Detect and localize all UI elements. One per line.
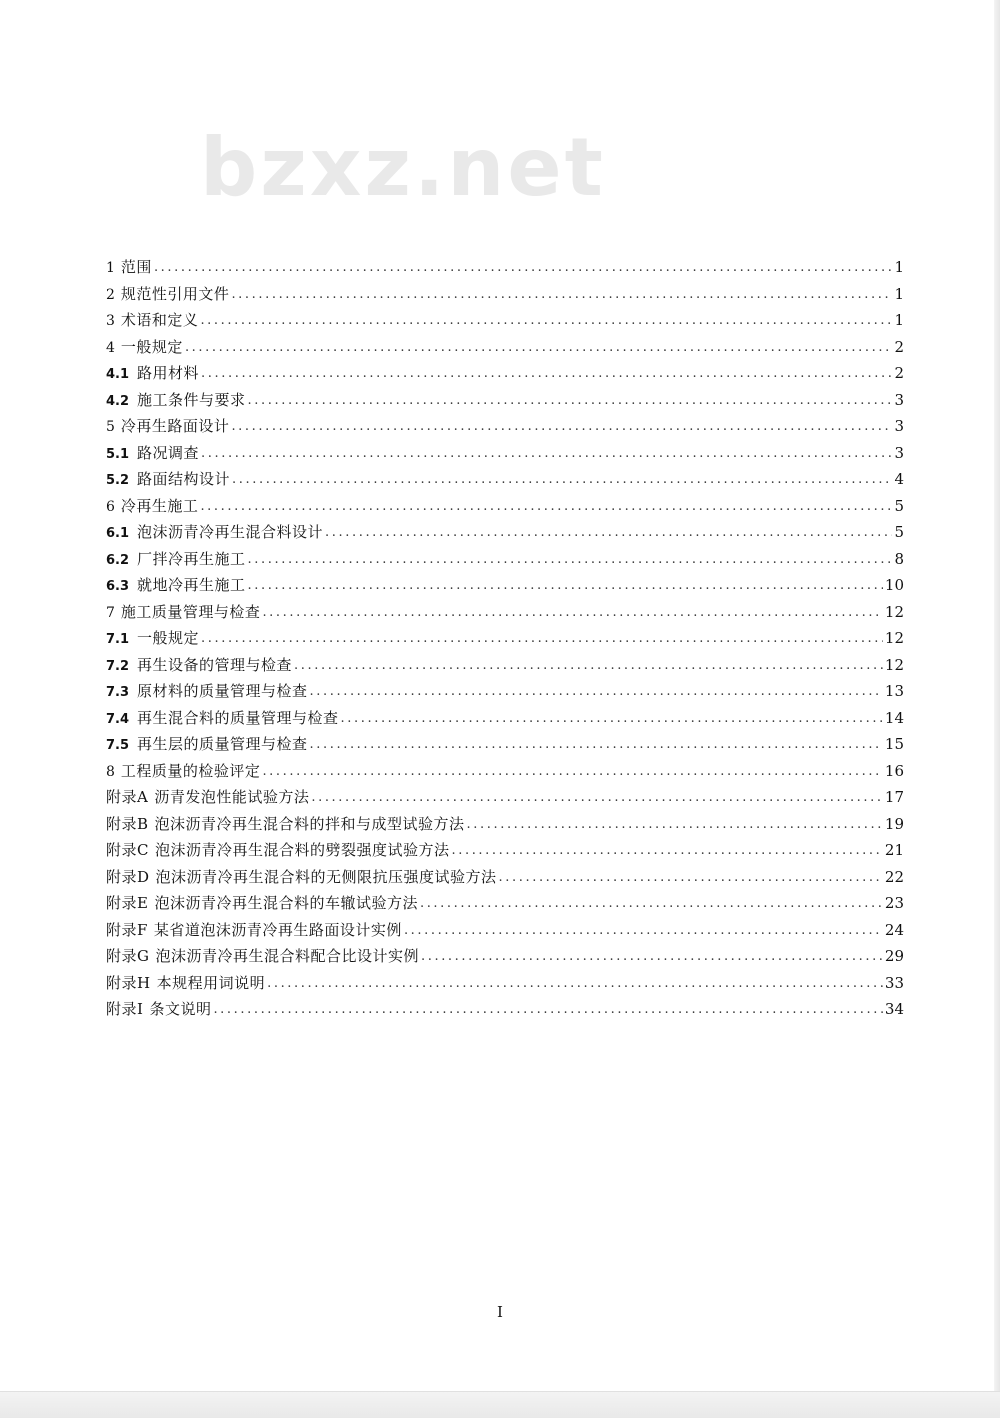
toc-entry-page: 17	[884, 788, 904, 806]
toc-dot-leader	[499, 865, 883, 891]
toc-entry-label	[106, 811, 465, 838]
toc-entry[interactable]	[106, 493, 904, 520]
page-number: I	[497, 1303, 503, 1321]
toc-entry-number: 附录F	[106, 920, 148, 939]
toc-entry[interactable]	[106, 254, 904, 281]
toc-entry-label	[106, 360, 199, 387]
toc-entry-label	[106, 864, 497, 891]
toc-entry-title: 再生混合料的质量管理与检查	[137, 708, 339, 727]
toc-entry[interactable]	[106, 572, 904, 599]
toc-entry-title: 工程质量的检验评定	[120, 761, 261, 780]
toc-entry-number: 附录H	[106, 973, 151, 992]
toc-entry-label	[106, 970, 265, 997]
toc-entry-title: 再生层的质量管理与检查	[137, 735, 308, 753]
toc-entry-title: 冷再生路面设计	[120, 417, 230, 435]
toc-dot-leader	[248, 388, 893, 414]
toc-entry[interactable]	[106, 334, 904, 361]
toc-entry[interactable]	[106, 440, 904, 467]
toc-entry-title: 一般规定	[120, 337, 183, 356]
toc-dot-leader	[154, 255, 893, 281]
toc-entry-label	[106, 572, 246, 599]
toc-entry[interactable]	[106, 519, 904, 546]
toc-entry[interactable]	[106, 625, 904, 652]
toc-entry-label	[106, 837, 450, 864]
toc-entry-number: 4.2	[106, 393, 130, 409]
toc-entry-number: 1	[106, 260, 115, 276]
toc-entry-page: 16	[884, 761, 904, 780]
toc-entry-number: 4	[106, 339, 115, 356]
toc-entry-label	[106, 784, 309, 811]
toc-entry[interactable]	[106, 811, 904, 838]
watermark-text: bzxz.net	[200, 121, 606, 214]
toc-entry-number: 8	[106, 763, 115, 780]
toc-entry-title: 沥青发泡性能试验方法	[154, 788, 310, 806]
toc-entry-title: 厂拌冷再生施工	[137, 549, 246, 568]
toc-entry-number: 5	[106, 419, 115, 435]
toc-dot-leader	[248, 547, 893, 573]
toc-entry[interactable]	[106, 652, 904, 679]
toc-entry-page: 5	[894, 496, 904, 515]
toc-entry[interactable]	[106, 466, 904, 493]
toc-entry-title: 某省道泡沫沥青冷再生路面设计实例	[153, 920, 402, 939]
toc-entry-number: 7.4	[106, 711, 130, 727]
toc-entry-label	[106, 996, 211, 1023]
toc-entry-number: 6.1	[106, 526, 130, 541]
toc-entry-label	[106, 281, 229, 308]
toc-entry-label	[106, 625, 199, 652]
toc-entry-page: 12	[884, 629, 904, 647]
toc-dot-leader	[185, 335, 893, 361]
toc-entry-label	[106, 413, 229, 440]
toc-entry[interactable]	[106, 864, 904, 891]
toc-entry-page: 22	[884, 867, 904, 886]
table-of-contents	[106, 254, 904, 1023]
toc-entry-title: 路面结构设计	[137, 470, 231, 488]
toc-entry-number: 附录I	[106, 1000, 144, 1018]
toc-entry-page: 10	[884, 576, 904, 594]
toc-entry-label	[106, 387, 246, 414]
toc-dot-leader	[311, 785, 883, 811]
toc-entry-page: 3	[894, 443, 904, 462]
toc-entry-title: 泡沫沥青冷再生混合料设计	[137, 523, 324, 541]
toc-dot-leader	[294, 653, 883, 679]
toc-dot-leader	[213, 997, 882, 1023]
toc-entry-number: 6	[106, 498, 115, 515]
toc-entry-page: 1	[894, 311, 904, 329]
toc-dot-leader	[452, 838, 883, 864]
toc-entry[interactable]	[106, 970, 904, 997]
toc-entry-page: 3	[894, 390, 904, 409]
toc-entry-label	[106, 917, 402, 944]
toc-entry-title: 泡沫沥青冷再生混合料的劈裂强度试验方法	[154, 841, 450, 859]
toc-entry[interactable]	[106, 546, 904, 573]
toc-entry[interactable]	[106, 599, 904, 626]
toc-entry-title: 路况调查	[137, 443, 200, 462]
toc-dot-leader	[421, 944, 883, 970]
toc-entry-label	[106, 890, 418, 917]
toc-entry[interactable]	[106, 731, 904, 758]
toc-entry-page: 8	[894, 549, 904, 568]
toc-dot-leader	[310, 732, 883, 758]
toc-entry-label	[106, 440, 199, 467]
toc-entry-label	[106, 254, 152, 281]
toc-dot-leader	[201, 626, 883, 652]
toc-entry-label	[106, 943, 419, 970]
toc-entry-title: 范围	[120, 258, 152, 276]
toc-entry-page: 24	[884, 920, 904, 939]
toc-entry-label	[106, 466, 230, 493]
toc-dot-leader	[262, 759, 882, 785]
toc-entry-number: 7.5	[106, 738, 130, 753]
toc-entry-label	[106, 334, 183, 361]
toc-entry-number: 附录B	[106, 814, 149, 833]
toc-entry[interactable]	[106, 917, 904, 944]
toc-entry-page: 5	[894, 523, 904, 541]
toc-entry-title: 就地冷再生施工	[137, 576, 246, 594]
toc-entry-title: 泡沫沥青冷再生混合料的无侧限抗压强度试验方法	[155, 867, 497, 886]
toc-entry-title: 规范性引用文件	[120, 284, 230, 303]
toc-entry-title: 冷再生施工	[120, 496, 199, 515]
page-edge-shadow	[994, 0, 1000, 1418]
toc-entry-number: 6.2	[106, 552, 130, 568]
toc-dot-leader	[200, 494, 892, 520]
toc-entry[interactable]	[106, 360, 904, 387]
toc-entry-number: 附录C	[106, 841, 149, 859]
toc-entry[interactable]	[106, 705, 904, 732]
toc-entry-number: 7.3	[106, 685, 130, 700]
toc-entry-number: 附录A	[106, 788, 149, 806]
toc-entry[interactable]	[106, 387, 904, 414]
toc-entry-number: 7	[106, 604, 115, 621]
toc-dot-leader	[201, 361, 892, 387]
toc-entry-page: 2	[894, 337, 904, 356]
toc-entry-title: 路用材料	[137, 364, 200, 382]
toc-entry-page: 2	[894, 364, 904, 382]
toc-entry-title: 术语和定义	[120, 311, 199, 329]
toc-entry-number: 附录D	[106, 867, 150, 886]
toc-entry-number: 附录G	[106, 947, 150, 965]
toc-dot-leader	[325, 520, 892, 546]
toc-entry-page: 4	[894, 470, 904, 488]
toc-entry-label	[106, 307, 198, 334]
toc-entry-title: 施工条件与要求	[137, 390, 246, 409]
toc-entry-title: 再生设备的管理与检查	[137, 655, 293, 674]
toc-dot-leader	[248, 573, 883, 599]
toc-entry-label	[106, 546, 246, 573]
toc-entry-page: 19	[884, 814, 904, 833]
toc-entry[interactable]	[106, 784, 904, 811]
toc-entry-label	[106, 599, 260, 626]
toc-entry-number: 3	[106, 313, 115, 329]
toc-entry-label	[106, 731, 308, 758]
toc-entry[interactable]	[106, 996, 904, 1023]
toc-entry-number: 5.2	[106, 473, 130, 488]
toc-dot-leader	[467, 812, 883, 838]
toc-entry-title: 本规程用词说明	[156, 973, 266, 992]
toc-dot-leader	[231, 414, 892, 440]
toc-entry-number: 7.1	[106, 632, 130, 647]
toc-entry[interactable]	[106, 837, 904, 864]
toc-entry[interactable]	[106, 307, 904, 334]
toc-dot-leader	[341, 706, 883, 732]
toc-entry-label	[106, 493, 198, 520]
toc-entry[interactable]	[106, 281, 904, 308]
toc-dot-leader	[262, 600, 882, 626]
toc-entry-number: 附录E	[106, 894, 149, 912]
toc-entry-number: 2	[106, 286, 115, 303]
toc-entry-page: 1	[894, 284, 904, 303]
toc-entry-title: 泡沫沥青冷再生混合料的车辙试验方法	[154, 894, 418, 912]
toc-entry-title: 施工质量管理与检查	[120, 602, 261, 621]
toc-entry[interactable]	[106, 678, 904, 705]
toc-entry-page: 33	[884, 973, 904, 992]
toc-entry-number: 4.1	[106, 367, 130, 382]
toc-entry[interactable]	[106, 943, 904, 970]
toc-entry-page: 15	[884, 735, 904, 753]
toc-entry-title: 条文说明	[149, 1000, 212, 1018]
toc-dot-leader	[404, 918, 883, 944]
toc-entry-page: 1	[894, 258, 904, 276]
toc-entry[interactable]	[106, 413, 904, 440]
toc-entry[interactable]	[106, 758, 904, 785]
page-bottom-strip	[0, 1391, 1000, 1418]
toc-entry-page: 12	[884, 655, 904, 674]
toc-entry[interactable]	[106, 890, 904, 917]
toc-entry-number: 5.1	[106, 446, 130, 462]
toc-entry-title: 原材料的质量管理与检查	[137, 682, 308, 700]
toc-entry-number: 6.3	[106, 579, 130, 594]
toc-entry-label	[106, 705, 339, 732]
toc-entry-label	[106, 758, 260, 785]
toc-entry-page: 21	[884, 841, 904, 859]
toc-entry-page: 3	[894, 417, 904, 435]
toc-dot-leader	[232, 467, 892, 493]
toc-dot-leader	[201, 441, 892, 467]
toc-dot-leader	[310, 679, 883, 705]
toc-entry-page: 13	[884, 682, 904, 700]
toc-entry-label	[106, 678, 308, 705]
toc-entry-title: 一般规定	[137, 629, 200, 647]
toc-dot-leader	[420, 891, 883, 917]
toc-dot-leader	[267, 971, 883, 997]
toc-entry-label	[106, 652, 292, 679]
toc-entry-page: 34	[884, 1000, 904, 1018]
toc-entry-title: 泡沫沥青冷再生混合料的拌和与成型试验方法	[154, 814, 465, 833]
toc-entry-page: 23	[884, 894, 904, 912]
toc-entry-page: 14	[884, 708, 904, 727]
toc-entry-page: 12	[884, 602, 904, 621]
toc-entry-title: 泡沫沥青冷再生混合料配合比设计实例	[155, 947, 419, 965]
toc-entry-number: 7.2	[106, 658, 130, 674]
toc-entry-page: 29	[884, 947, 904, 965]
toc-entry-label	[106, 519, 323, 546]
toc-dot-leader	[200, 308, 892, 334]
toc-dot-leader	[231, 282, 892, 308]
